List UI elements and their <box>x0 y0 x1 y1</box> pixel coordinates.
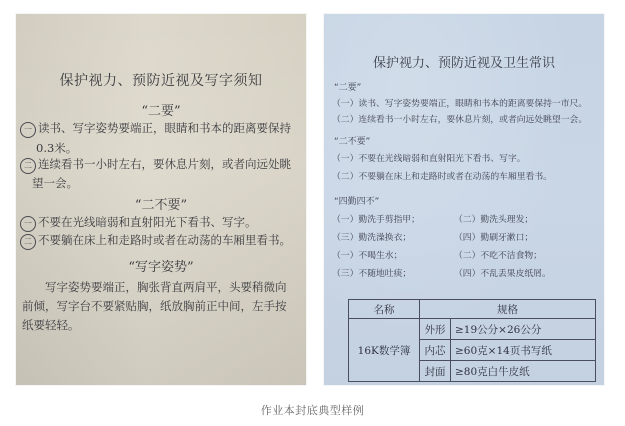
right-habit-item: （四）勤刷牙漱口； <box>454 233 534 243</box>
left-item-continuation: 望一会。 <box>32 176 78 190</box>
left-item-text: 不要躺在床上和走路时或者在动荡的车厢里看书。 <box>38 233 291 247</box>
right-habit-item: （四）不乱丢果皮纸屑。 <box>454 269 551 279</box>
left-item-text: 读书、写字姿势要端正，眼睛和书本的距离要保持 <box>38 121 291 135</box>
circled-number: 一 <box>20 122 36 138</box>
left-title: 保护视力、预防近视及写字须知 <box>59 73 263 89</box>
right-section2-heading: “二不要” <box>334 137 371 147</box>
circled-number: 二 <box>20 234 36 250</box>
left-section2-heading: “二不要” <box>134 198 188 213</box>
right-section3-heading: “四勤四不” <box>334 197 380 207</box>
paragraph-line: 前倾，写字台不要紧贴胸，纸放胸前正中间，左手按 <box>22 299 287 313</box>
right-habit-item: （二）勤洗头理发； <box>454 215 534 225</box>
spec-table <box>348 299 596 382</box>
right-habit-item: （三）勤洗澡换衣； <box>332 233 412 243</box>
right-habit-item: （一）不喝生水； <box>332 251 403 261</box>
left-section1-heading: “二要” <box>141 104 181 119</box>
right-section2-item2: （二）不要躺在床上和走路时或者在动荡的车厢里看书。 <box>332 172 552 182</box>
right-section1-heading: “二要” <box>334 83 362 93</box>
left-section3-heading: “写字姿势” <box>128 260 194 275</box>
left-section2-item1 <box>20 214 300 232</box>
table-header-spec: 规格 <box>420 300 596 319</box>
table-row <box>349 319 596 340</box>
table-header-row <box>349 300 596 319</box>
left-notebook-photo <box>16 14 306 385</box>
table-row-value: ≥19公分×26公分 <box>451 319 596 340</box>
paragraph-line: 纸要轻轻。 <box>22 318 80 332</box>
right-section2-item1: （一）不要在光线暗弱和直射阳光下看书、写字。 <box>332 154 526 164</box>
image-caption: 作业本封底典型样例 <box>260 404 365 417</box>
left-section2-item2 <box>20 232 300 250</box>
right-notebook-photo <box>324 14 604 385</box>
right-section1-item1: （一）读书、写字姿势要端正，眼睛和书本的距离要保持一市尺。 <box>332 99 588 109</box>
table-row-label: 外形 <box>420 319 451 340</box>
left-item-continuation: 0.3米。 <box>36 141 78 155</box>
circled-number: 二 <box>20 158 36 174</box>
right-section1-item2: （二）连续看书一小时左右，要休息片刻，或者向远处眺望一会。 <box>332 115 588 125</box>
right-habit-item: （二）不吃不洁食物； <box>454 251 542 261</box>
right-habit-item: （一）勤洗手剪指甲； <box>332 215 420 225</box>
left-section1-item1 <box>20 120 300 138</box>
table-row-label: 内芯 <box>420 340 451 361</box>
paragraph-line: 写字姿势要端正，胸张背直两肩平，头要稍微向 <box>22 280 287 294</box>
table-row-value: ≥60克×14页书写纸 <box>451 340 596 361</box>
right-title: 保护视力、预防近视及卫生常识 <box>372 56 555 71</box>
right-habit-item: （三）不随地吐痰； <box>332 269 412 279</box>
left-item-text: 不要在光线暗弱和直射阳光下看书、写字。 <box>38 215 257 229</box>
table-row-value: ≥80克白牛皮纸 <box>451 361 596 382</box>
left-section1-item2 <box>20 156 300 174</box>
left-item-text: 连续看书一小时左右，要休息片刻，或者向远处眺 <box>38 157 291 171</box>
table-product-name: 16K数学簿 <box>349 319 420 382</box>
table-row-label: 封面 <box>420 361 451 382</box>
table-header-name: 名称 <box>349 300 420 319</box>
left-writing-posture-text <box>22 278 298 335</box>
circled-number: 一 <box>20 216 36 232</box>
